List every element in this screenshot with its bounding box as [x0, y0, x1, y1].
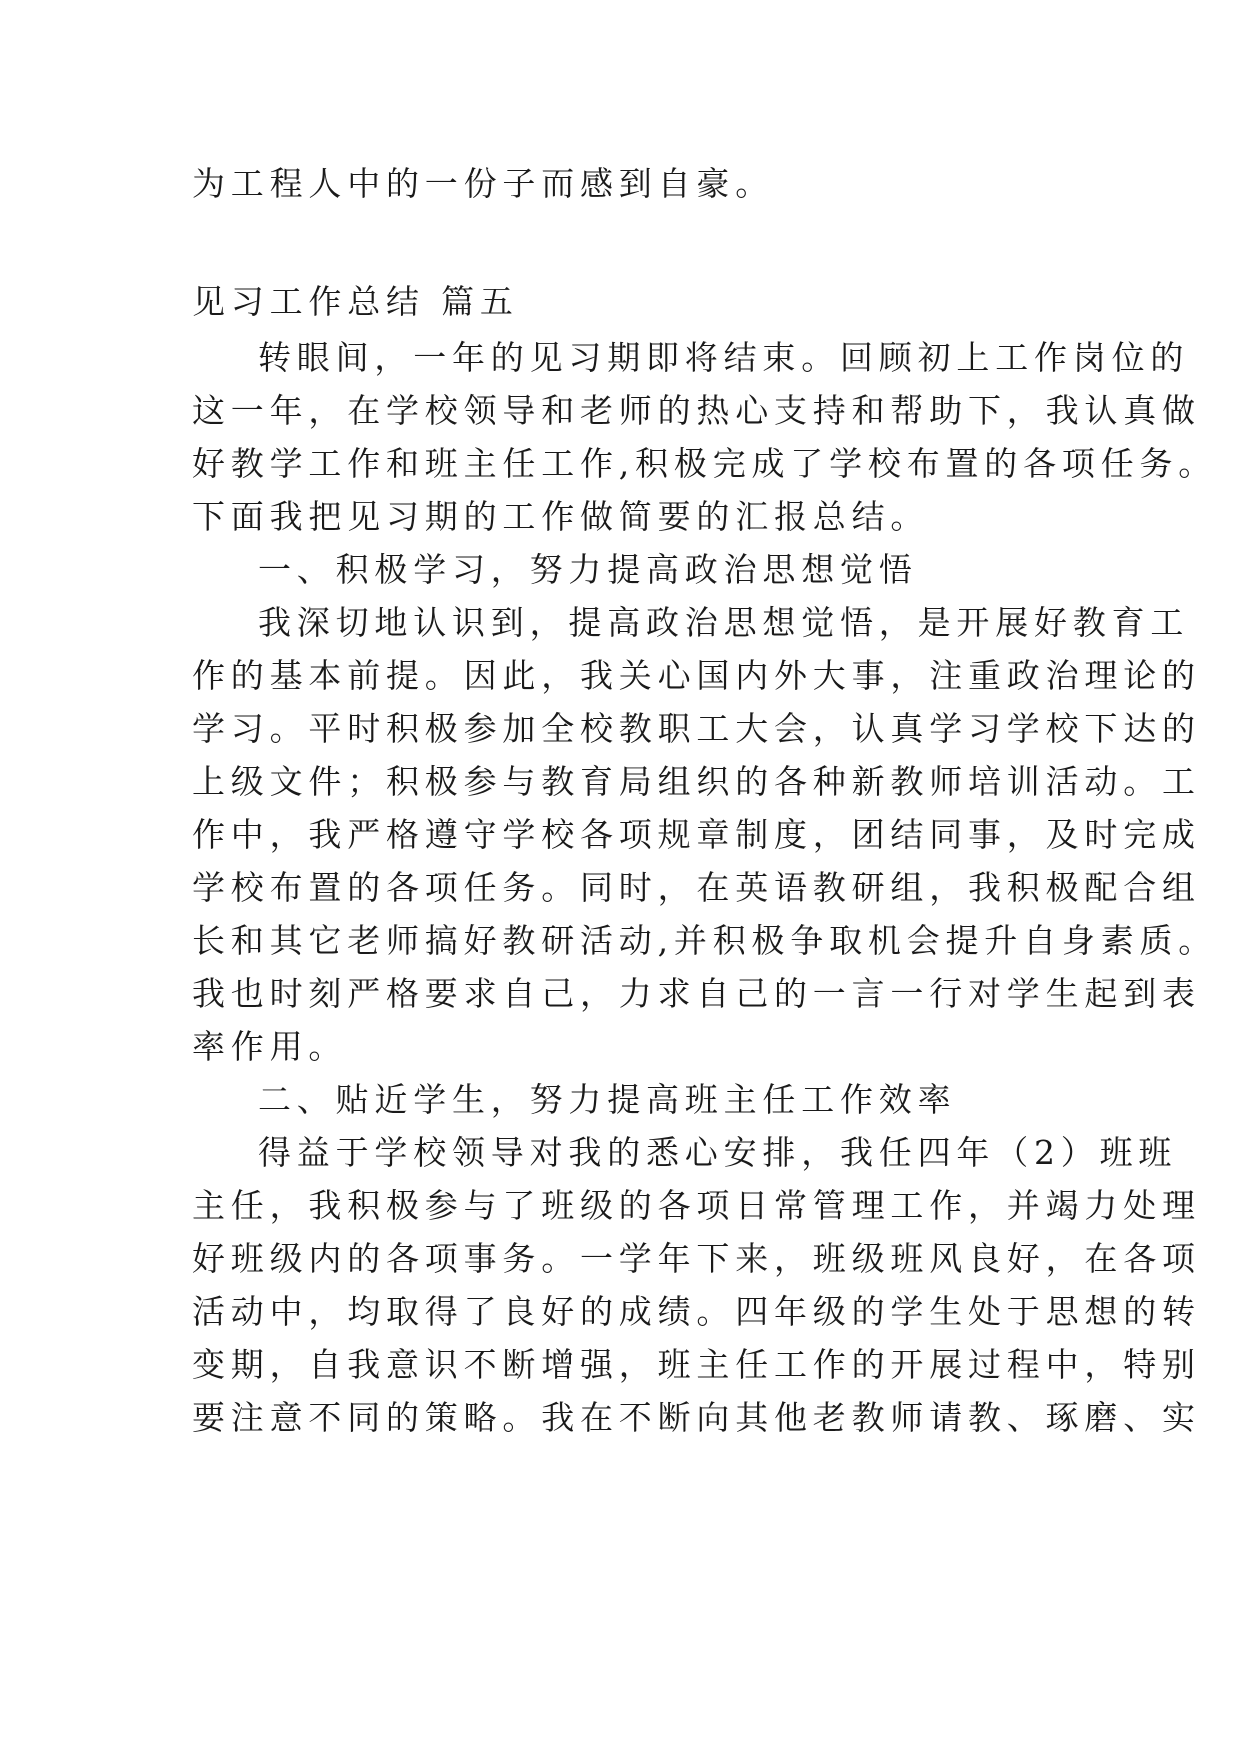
text-line: 上级文件；积极参与教育局组织的各种新教师培训活动。工: [192, 762, 1201, 801]
text-line: 长和其它老师搞好教研活动,并积极争取机会提升自身素质。: [192, 921, 1218, 960]
text-line: 变期，自我意识不断增强，班主任工作的开展过程中，特别: [192, 1345, 1201, 1384]
text-line: 我也时刻严格要求自己，力求自己的一言一行对学生起到表: [192, 974, 1201, 1013]
text-line: 得益于学校领导对我的悉心安排，我任四年（2）班班: [258, 1133, 1178, 1172]
text-line: 我深切地认识到，提高政治思想觉悟，是开展好教育工: [258, 603, 1190, 642]
text-line: 下面我把见习期的工作做简要的汇报总结。: [192, 497, 930, 536]
text-line: 作的基本前提。因此，我关心国内外大事，注重政治理论的: [192, 656, 1201, 695]
subheading: 一、积极学习，努力提高政治思想觉悟: [258, 550, 918, 589]
subheading: 二、贴近学生，努力提高班主任工作效率: [258, 1080, 957, 1119]
text-line: 要注意不同的策略。我在不断向其他老教师请教、琢磨、实: [192, 1398, 1201, 1437]
text-line: 学校布置的各项任务。同时，在英语教研组，我积极配合组: [192, 868, 1201, 907]
text-line: 率作用。: [192, 1027, 348, 1066]
section-title: 见习工作总结 篇五: [192, 282, 519, 321]
text-line: 好教学工作和班主任工作,积极完成了学校布置的各项任务。: [192, 444, 1218, 483]
text-line: 主任，我积极参与了班级的各项日常管理工作，并竭力处理: [192, 1186, 1201, 1225]
text-line: 这一年，在学校领导和老师的热心支持和帮助下，我认真做: [192, 391, 1201, 430]
text-line: 活动中，均取得了良好的成绩。四年级的学生处于思想的转: [192, 1292, 1201, 1331]
text-line: 好班级内的各项事务。一学年下来，班级班风良好，在各项: [192, 1239, 1201, 1278]
text-line: 作中，我严格遵守学校各项规章制度，团结同事，及时完成: [192, 815, 1201, 854]
text-line: 转眼间，一年的见习期即将结束。回顾初上工作岗位的: [258, 338, 1190, 377]
text-line: 学习。平时积极参加全校教职工大会，认真学习学校下达的: [192, 709, 1201, 748]
text-line: 为工程人中的一份子而感到自豪。: [192, 164, 774, 203]
